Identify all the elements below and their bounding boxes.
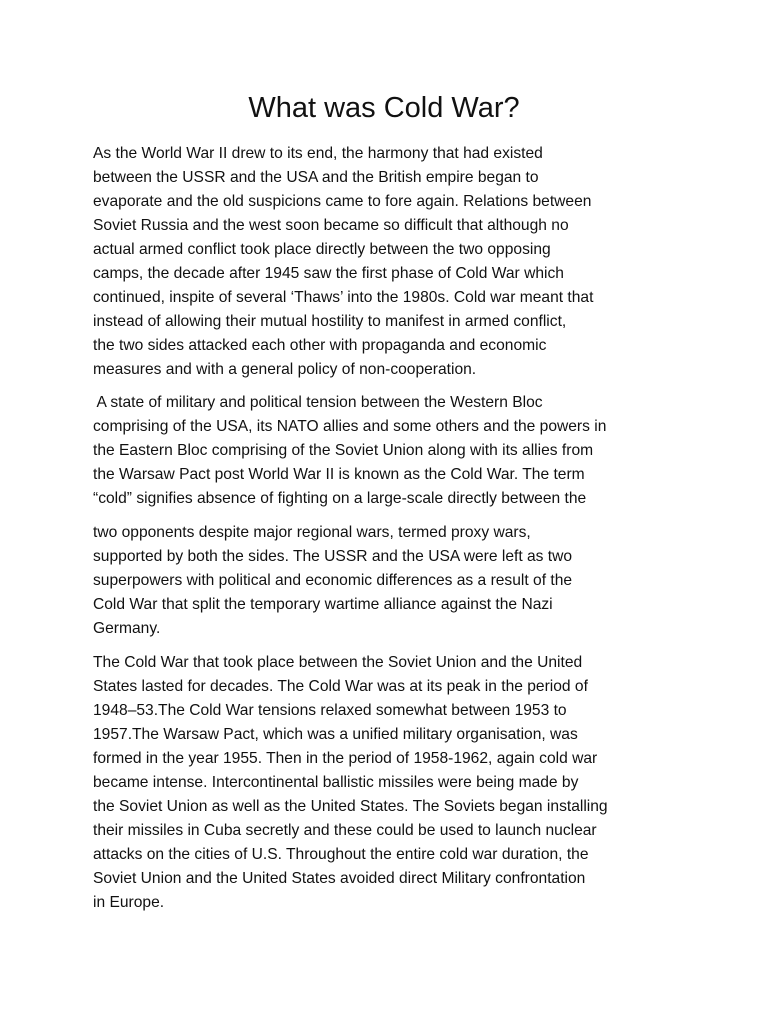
text-line: 1957.The Warsaw Pact, which was a unified military organisation, was	[93, 726, 578, 743]
text-line: in Europe.	[93, 894, 165, 911]
text-line: the Warsaw Pact post World War II is known as the Cold War. The term	[93, 466, 585, 483]
text-line: the Soviet Union as well as the United States. The Soviets began installing	[93, 798, 608, 815]
text-line: two opponents despite major regional wars, termed proxy wars,	[93, 524, 531, 541]
text-line: comprising of the USA, its NATO allies and some others and the powers in	[93, 418, 607, 435]
text-line: Germany.	[93, 620, 161, 637]
text-line: camps, the decade after 1945 saw the first phase of Cold War which	[93, 265, 564, 282]
text-line: attacks on the cities of U.S. Throughout the entire cold war duration, the	[93, 846, 589, 863]
paragraph-4	[93, 651, 693, 915]
paragraph-3	[93, 521, 693, 641]
text-line: 1948–53.The Cold War tensions relaxed somewhat between 1953 to	[93, 702, 567, 719]
text-line: As the World War II drew to its end, the harmony that had existed	[93, 145, 543, 162]
text-line: A state of military and political tension between the Western Bloc	[93, 394, 543, 411]
text-line: the Eastern Bloc comprising of the Soviet Union along with its allies from	[93, 442, 594, 459]
text-line: formed in the year 1955. Then in the period of 1958-1962, again cold war	[93, 750, 598, 767]
text-line: supported by both the sides. The USSR and the USA were left as two	[93, 548, 573, 565]
text-line: evaporate and the old suspicions came to fore again. Relations between	[93, 193, 592, 210]
text-line: States lasted for decades. The Cold War was at its peak in the period of	[93, 678, 588, 695]
text-line: superpowers with political and economic differences as a result of the	[93, 572, 573, 589]
text-line: “cold” signifies absence of fighting on a large-scale directly between the	[93, 490, 587, 507]
page-title: What was Cold War?	[248, 92, 520, 124]
text-line: became intense. Intercontinental ballistic missiles were being made by	[93, 774, 579, 791]
text-line: continued, inspite of several ‘Thaws’ into the 1980s. Cold war meant that	[93, 289, 594, 306]
text-line: Cold War that split the temporary wartime alliance against the Nazi	[93, 596, 553, 613]
paragraph-1	[93, 142, 693, 382]
text-line: their missiles in Cuba secretly and these could be used to launch nuclear	[93, 822, 597, 839]
text-line: Soviet Union and the United States avoided direct Military confrontation	[93, 870, 586, 887]
text-line: The Cold War that took place between the Soviet Union and the United	[93, 654, 583, 671]
text-line: Soviet Russia and the west soon became so difficult that although no	[93, 217, 569, 234]
text-line: actual armed conflict took place directly between the two opposing	[93, 241, 551, 258]
text-line: instead of allowing their mutual hostility to manifest in armed conflict,	[93, 313, 567, 330]
text-line: measures and with a general policy of non-cooperation.	[93, 361, 477, 378]
paragraph-2	[93, 391, 693, 511]
text-line: between the USSR and the USA and the British empire began to	[93, 169, 539, 186]
text-line: the two sides attacked each other with propaganda and economic	[93, 337, 547, 354]
